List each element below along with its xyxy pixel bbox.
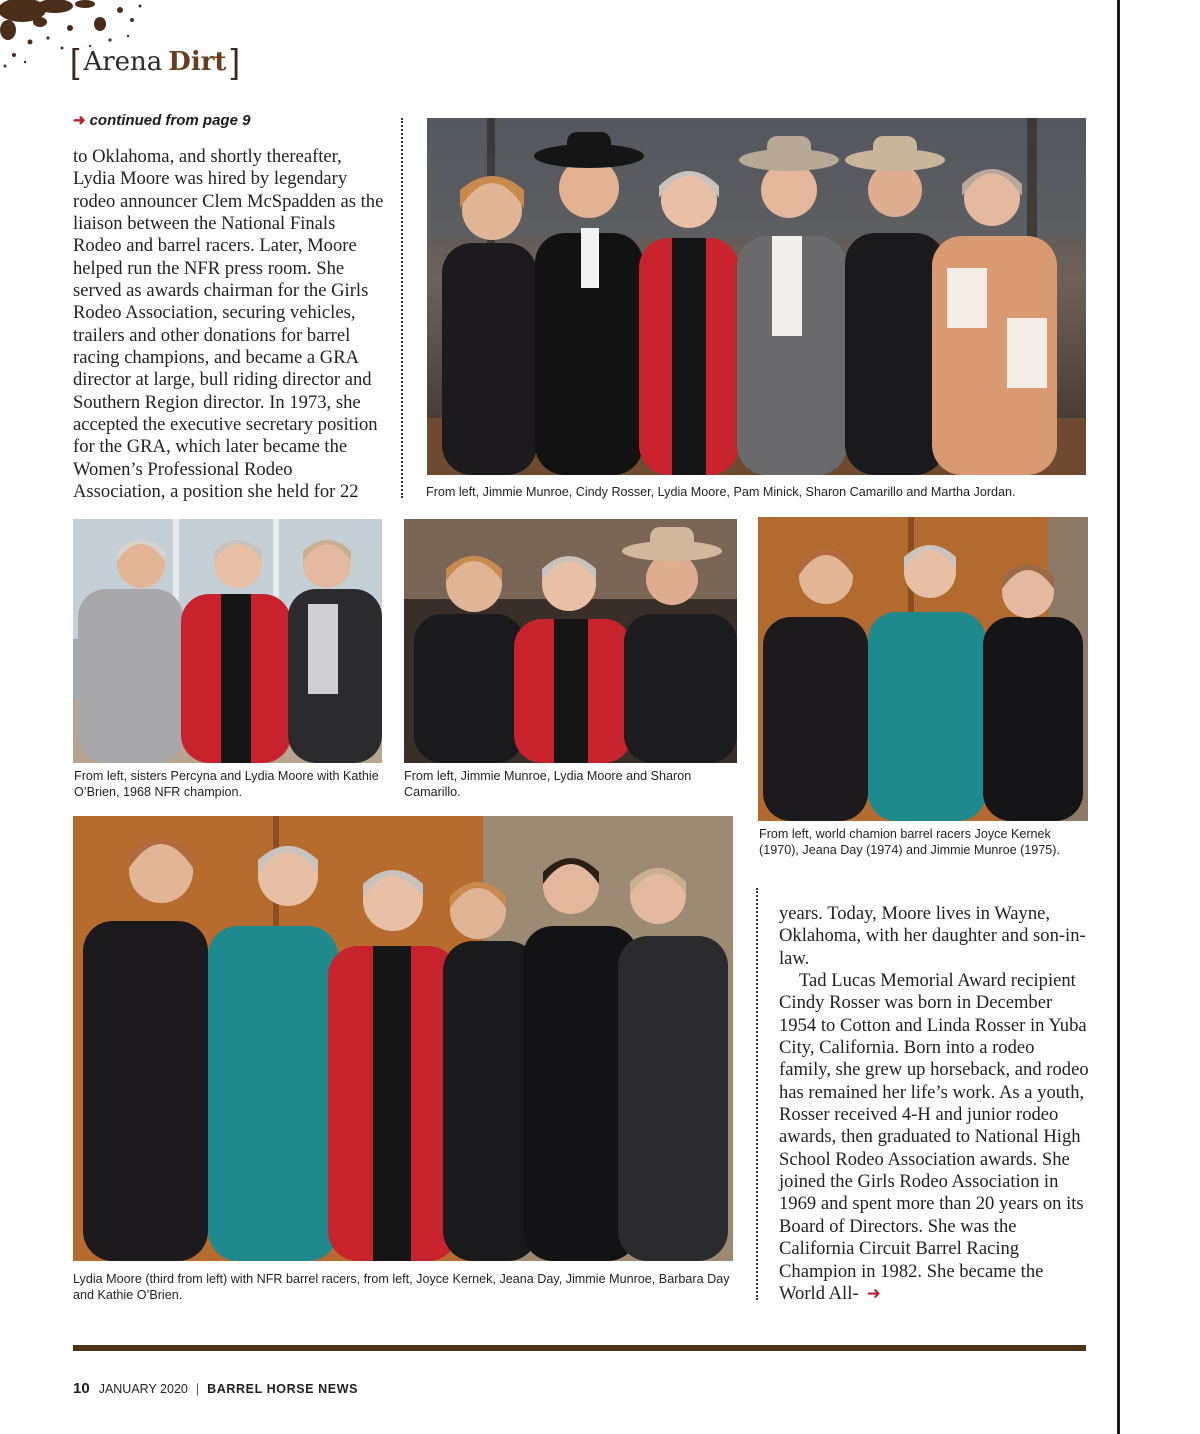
group-photo-nfr-barrel-racers	[73, 816, 733, 1261]
continued-line	[73, 111, 250, 129]
arrow-right-icon: ➜	[866, 1283, 881, 1304]
article-column-2	[779, 903, 1089, 1305]
article-paragraph-text: Tad Lucas Memorial Award recipient Cindy Rosser was born in December 1954 to Cotton and Linda Rosser in Yuba City, California. Born into a rodeo family, she grew up horseback, and rodeo has remained her life’s work. As a youth, Rosser received 4-H and junior rodeo awards, then graduated to National High School Rodeo Association awards. She joined the Girls Rodeo Association in 1969 and spent more than 20 years on its Board of Directors. She was the California Circuit Barrel Racing Champion in 1982. She became the World All-	[779, 970, 1089, 1304]
photo-caption: From left, Jimmie Munroe, Cindy Rosser, Lydia Moore, Pam Minick, Sharon Camarillo and Martha Jordan.	[426, 485, 1016, 499]
photo-caption: From left, sisters Percyna and Lydia Moore with Kathie O’Brien, 1968 NFR champion.	[74, 769, 379, 799]
column-divider	[401, 118, 403, 498]
footer-rule	[73, 1345, 1086, 1351]
page-number: 10	[73, 1380, 90, 1397]
section-name-dirt: Dirt	[168, 47, 227, 77]
group-photo-six-women	[427, 118, 1086, 475]
section-bracket-open: [	[70, 43, 80, 81]
section-label	[70, 42, 240, 82]
column-divider	[756, 888, 758, 1300]
photo-sisters-and-obrien	[73, 519, 382, 763]
section-name-arena: Arena	[83, 47, 163, 77]
photo-caption: From left, world chamion barrel racers Joyce Kernek (1970), Jeana Day (1974) and Jimmie Munroe (1975).	[759, 827, 1061, 857]
article-column-1	[73, 146, 388, 504]
page-edge-line	[1117, 0, 1120, 1434]
photo-caption: From left, Jimmie Munroe, Lydia Moore and Sharon Camarillo.	[404, 769, 692, 799]
article-paragraph: to Oklahoma, and shortly thereafter, Lydia Moore was hired by legendary rodeo announcer Clem McSpadden as the liaison between the National Finals Rodeo and barrel racers. Later, Moore helped run the NFR press room. She served as awards chairman for the Girls Rodeo Association, securing vehicles, trailers and other donations for barrel racing champions, and became a GRA director at large, bull riding director and Southern Region director. In 1973, she accepted the executive secretary position for the GRA, which later became the Women’s Professional Rodeo Association, a position she held for 22	[73, 146, 384, 503]
footer-separator: |	[195, 1382, 200, 1396]
publication-name: BARREL HORSE NEWS	[207, 1382, 359, 1396]
photo-world-champions	[758, 517, 1088, 821]
article-paragraph: years. Today, Moore lives in Wayne, Oklahoma, with her daughter and son-in-law.	[779, 903, 1086, 969]
arrow-right-icon: ➜	[73, 112, 86, 129]
page-footer	[73, 1380, 358, 1397]
article-paragraph	[779, 970, 1089, 1305]
continued-text: continued from page 9	[89, 112, 251, 129]
photo-caption: Lydia Moore (third from left) with NFR barrel racers, from left, Joyce Kernek, Jeana Day, Jimmie Munroe, Barbara Day and Kathie O’Brien.	[73, 1272, 730, 1302]
photo-three-women	[404, 519, 737, 763]
issue-date: JANUARY 2020	[98, 1382, 188, 1396]
section-bracket-close: ]	[230, 43, 240, 81]
